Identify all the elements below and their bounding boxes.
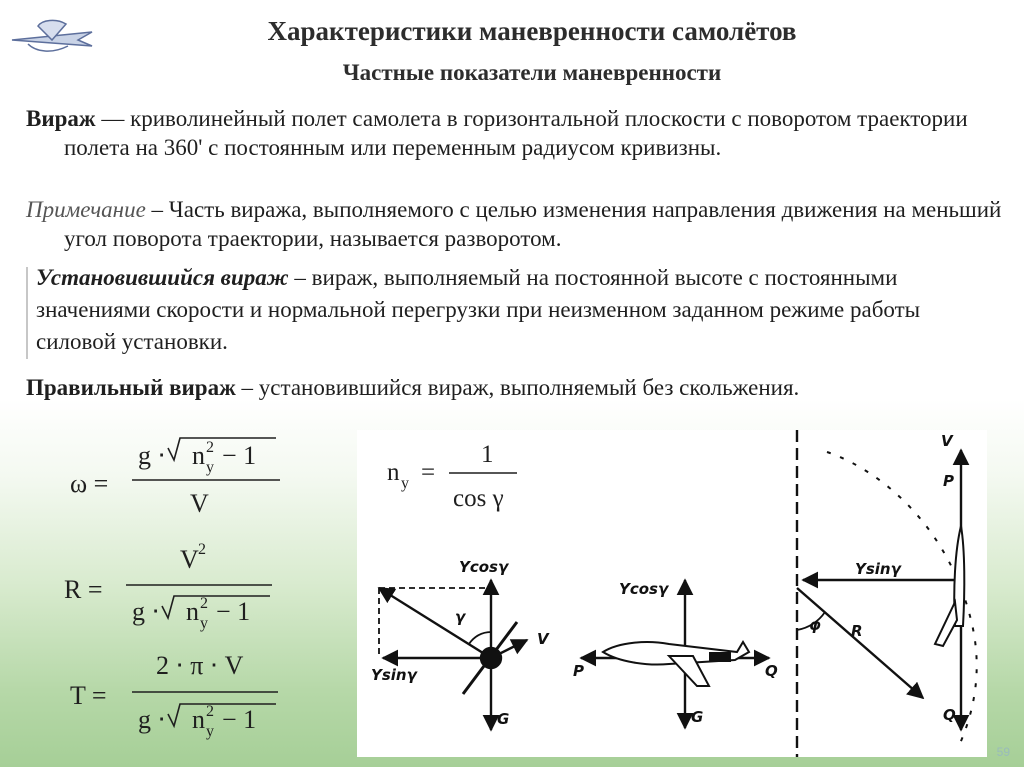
formula-ny-den: cos γ (453, 485, 504, 512)
svg-text:− 1: − 1 (216, 597, 251, 626)
svg-text:n: n (387, 459, 400, 486)
svg-text:y: y (200, 615, 208, 632)
formula-omega-lhs: ω = (70, 469, 109, 498)
label-g-front: G (497, 710, 510, 728)
label-g-side: G (691, 708, 704, 726)
label-gamma-front: γ (455, 608, 466, 626)
label-v-front: V (537, 630, 549, 648)
term-steady-turn: Установившийся вираж (36, 265, 289, 290)
page-title: Характеристики маневренности самолётов (267, 16, 797, 46)
svg-text:n: n (192, 705, 205, 734)
text-correct-turn: – установившийся вираж, выполняемый без скольжения. (235, 375, 800, 400)
label-phi: φ (809, 616, 821, 634)
label-q-side: Q (765, 662, 778, 680)
svg-text:=: = (421, 459, 436, 486)
paragraph-virazh (26, 104, 1024, 162)
label-r: R (851, 622, 863, 640)
formula-period-lhs: T = (70, 681, 107, 710)
formula-radius-num: V (180, 545, 199, 574)
label-ysin-top: Ysinγ (855, 560, 901, 578)
term-virazh: Вираж (26, 106, 96, 131)
text-note: – Часть виража, выполняемого с целью изменения направления движения на меньший угол поворота траектории, называется разворотом. (64, 197, 1002, 251)
formula-omega-den: V (190, 489, 209, 518)
svg-text:− 1: − 1 (222, 705, 257, 734)
label-ycos-front: Ycosγ (459, 558, 509, 576)
formula-ny-num: 1 (481, 441, 494, 468)
svg-text:n: n (192, 441, 205, 470)
paragraph-correct-turn (26, 373, 986, 402)
svg-text:− 1: − 1 (222, 441, 257, 470)
svg-text:y: y (206, 459, 214, 476)
formula-omega-num: g ⋅ (138, 441, 166, 470)
term-correct-turn: Правильный вираж (26, 375, 236, 400)
svg-text:g ⋅: g ⋅ (132, 597, 160, 626)
term-note: Примечание (26, 197, 146, 222)
label-p-side: P (573, 662, 584, 680)
formula-period-num: 2 ⋅ π ⋅ V (156, 651, 244, 680)
formulas-block (40, 420, 340, 760)
svg-text:g ⋅: g ⋅ (138, 705, 166, 734)
label-v-top: V (941, 432, 953, 450)
paragraph-note (26, 195, 1024, 253)
svg-text:2: 2 (200, 595, 208, 612)
formula-ny (387, 441, 517, 512)
formula-period (70, 651, 278, 740)
text-virazh: — криволинейный полет самолета в горизонтальной плоскости с поворотом траектории полета на 360' с постоянным или переменным радиусом кривизны. (64, 106, 968, 160)
label-ycos-side: Ycosγ (619, 580, 669, 598)
label-q-bottom: Q (943, 706, 956, 724)
svg-text:2: 2 (206, 703, 214, 720)
svg-text:2: 2 (206, 439, 214, 456)
svg-text:y: y (206, 723, 214, 740)
svg-text:y: y (401, 475, 409, 492)
paragraph-steady-turn (26, 262, 996, 358)
text-steady-turn: – вираж, выполняемый на постоянной высоте с постоянными значениями скорости и нормальной перегрузки при неизменном заданном режиме работы силовой установки. (36, 265, 921, 354)
formula-radius-lhs: R = (64, 575, 103, 604)
label-ysin-front: Ysinγ (371, 666, 417, 684)
label-p-top: P (943, 472, 954, 490)
page-number: 59 (996, 745, 1010, 759)
formula-radius (64, 541, 272, 632)
formula-omega (70, 438, 280, 518)
svg-text:n: n (186, 597, 199, 626)
svg-text:2: 2 (198, 541, 206, 558)
turn-forces-diagram (357, 430, 987, 757)
page-subtitle: Частные показатели маневренности (342, 60, 722, 85)
